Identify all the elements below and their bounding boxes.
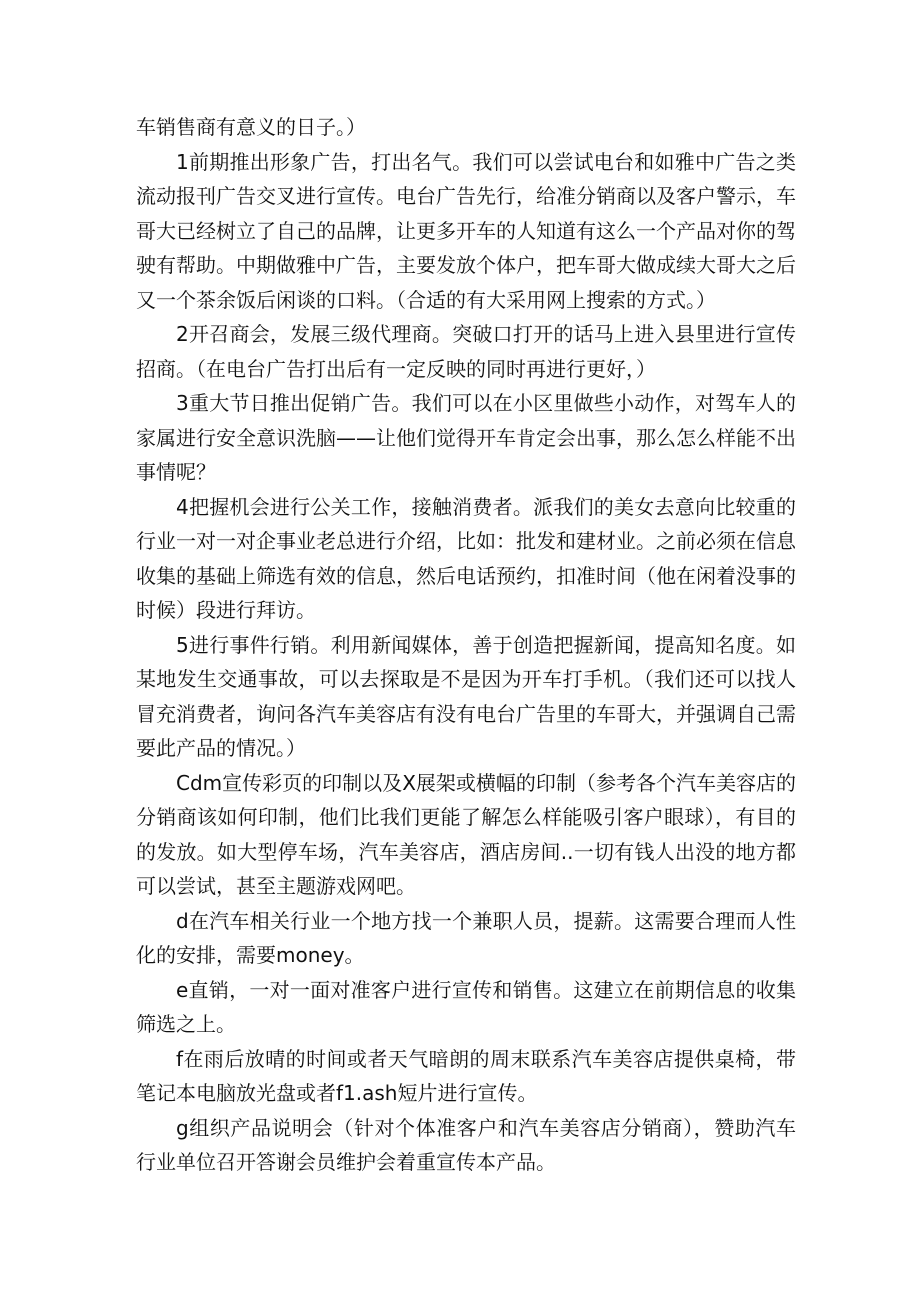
paragraph-item-d: d在汽车相关行业一个地方找一个兼职人员，提薪。这需要合理而人性化的安排，需要money。 xyxy=(136,908,796,967)
paragraph-item-f: f在雨后放晴的时间或者天气暗朗的周末联系汽车美容店提供桌椅，带笔记本电脑放光盘或者f1.ash短片进行宣传。 xyxy=(136,1046,796,1105)
paragraph-item-2: 2开召商会，发展三级代理商。突破口打开的话马上进入县里进行宣传招商。（在电台广告打出后有一定反映的同时再进行更好，） xyxy=(136,322,796,381)
paragraph-item-g: g组织产品说明会（针对个体准客户和汽车美容店分销商），赞助汽车行业单位召开答谢会员维护会着重宣传本产品。 xyxy=(136,1115,796,1174)
paragraph-item-3: 3重大节日推出促销广告。我们可以在小区里做些小动作，对驾车人的家属进行安全意识洗脑——让他们觉得开车肯定会出事，那么怎么样能不出事情呢？ xyxy=(136,391,796,484)
paragraph-item-e: e直销，一对一面对准客户进行宣传和销售。这建立在前期信息的收集筛选之上。 xyxy=(136,977,796,1036)
paragraph-item-c: Cdm宣传彩页的印制以及X展架或横幅的印制（参考各个汽车美容店的分销商该如何印制，他们比我们更能了解怎么样能吸引客户眼球），有目的的发放。如大型停车场，汽车美容店，酒店房间..一切有钱人出没的地方都可以尝试，甚至主题游戏网吧。 xyxy=(136,770,796,898)
paragraph-item-4: 4把握机会进行公关工作，接触消费者。派我们的美女去意向比较重的行业一对一对企事业老总进行介绍，比如：批发和建材业。之前必须在信息收集的基础上筛选有效的信息，然后电话预约，扣准时间（他在闲着没事的时候）段进行拜访。 xyxy=(136,494,796,622)
document-body xyxy=(136,110,796,1180)
paragraph-item-5: 5进行事件行销。利用新闻媒体，善于创造把握新闻，提高知名度。如某地发生交通事故，可以去探取是不是因为开车打手机。（我们还可以找人冒充消费者，询问各汽车美容店有没有电台广告里的车哥大，并强调自己需要此产品的情况。） xyxy=(136,632,796,760)
paragraph-item-1: 1前期推出形象广告，打出名气。我们可以尝试电台和如雅中广告之类流动报刊广告交叉进行宣传。电台广告先行，给准分销商以及客户警示，车哥大已经树立了自己的品牌，让更多开车的人知道有这么一个产品对你的驾驶有帮助。中期做雅中广告，主要发放个体户，把车哥大做成续大哥大之后又一个茶余饭后闲谈的口料。（合适的有大采用网上搜索的方式。） xyxy=(136,149,796,312)
paragraph-continuation: 车销售商有意义的日子。） xyxy=(136,115,366,139)
